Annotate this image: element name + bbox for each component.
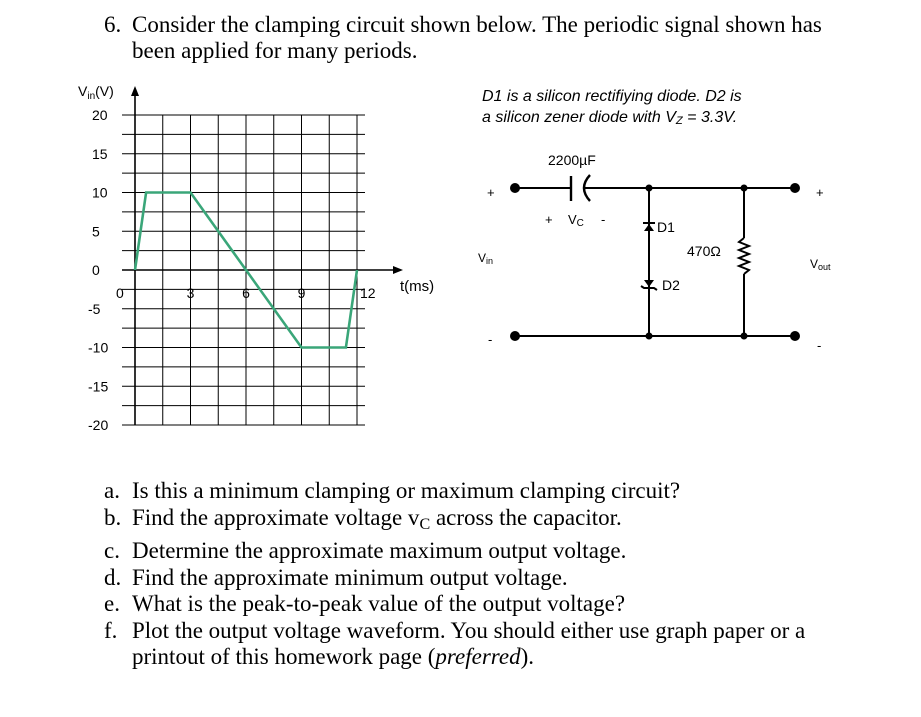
y-tick-label: -5 xyxy=(88,300,101,317)
part-b: b. Find the approximate voltage $v_C$ across the capacitor. xyxy=(104,504,622,533)
y-tick-label: 20 xyxy=(92,107,108,123)
diode-note xyxy=(482,86,792,132)
output-plus-label: + xyxy=(816,185,824,200)
y-tick-label: -10 xyxy=(88,339,109,356)
y-tick-label: 0 xyxy=(92,262,100,278)
vc-plus-label: + xyxy=(545,212,553,227)
y-tick-label: -20 xyxy=(88,417,109,433)
d1-label: D1 xyxy=(657,219,675,235)
y-tick-label: -15 xyxy=(88,378,109,395)
x-tick-labels xyxy=(116,285,376,301)
question-number: 6. xyxy=(104,12,122,37)
part-f: f. Plot the output voltage waveform. You should either use graph paper or a printout of this homework page (preferred). xyxy=(104,617,806,670)
vc-label: VC xyxy=(568,212,584,229)
resistor-label: 470Ω xyxy=(687,243,721,259)
output-minus-label: - xyxy=(817,338,822,353)
diode-note-line-2: a silicon zener diode with VZ = 3.3V. xyxy=(482,109,738,128)
y-axis-label: $V_{in}(V)$ xyxy=(78,83,114,102)
part-d: d. Find the approximate minimum output voltage. xyxy=(104,564,568,590)
question-line-1: Consider the clamping circuit shown below. The periodic signal shown has xyxy=(132,12,822,37)
capacitor-label: 2200µF xyxy=(548,152,596,168)
input-minus-label: - xyxy=(488,332,493,347)
part-c: c. Determine the approximate maximum output voltage. xyxy=(104,538,627,564)
y-tick-label: 15 xyxy=(92,145,108,162)
question-parts xyxy=(104,478,852,671)
diode-note-line-1: D1 is a silicon rectifiying diode. D2 is xyxy=(482,88,742,105)
x-tick-label: 6 xyxy=(242,285,250,301)
y-tick-label: 10 xyxy=(92,184,108,201)
part-e: e. What is the peak-to-peak value of the output voltage? xyxy=(104,591,626,617)
vin-label: Vin xyxy=(478,251,494,266)
x-tick-label: 12 xyxy=(360,285,376,301)
input-plus-label: + xyxy=(487,185,495,200)
clamping-circuit xyxy=(460,140,840,360)
vc-minus-label: - xyxy=(601,212,606,227)
d2-zener-symbol xyxy=(641,280,657,290)
input-waveform-graph xyxy=(0,0,460,450)
x-tick-label: 0 xyxy=(116,285,124,301)
x-axis-label: t(ms) xyxy=(400,278,435,295)
question-line-2: been applied for many periods. xyxy=(132,38,418,63)
part-a: a. Is this a minimum clamping or maximum clamping circuit? xyxy=(104,478,681,503)
d1-symbol xyxy=(643,223,655,231)
graph-axes xyxy=(122,86,403,425)
y-tick-labels xyxy=(88,107,108,433)
x-tick-label: 9 xyxy=(297,285,306,301)
vout-label: Vout xyxy=(810,257,831,272)
d2-label: D2 xyxy=(662,277,680,293)
y-tick-label: 5 xyxy=(92,223,100,240)
x-tick-label: 3 xyxy=(186,285,195,301)
